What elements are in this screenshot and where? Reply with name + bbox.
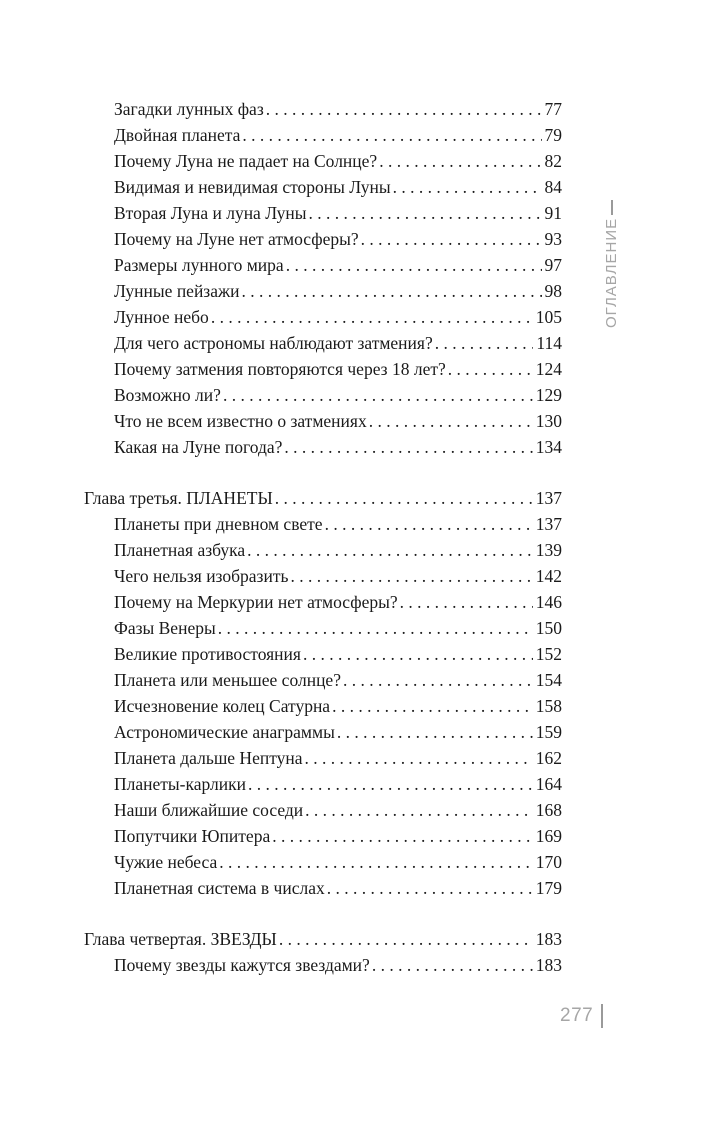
toc-entry-title: Возможно ли? (114, 385, 221, 405)
toc-entry-title: Вторая Луна и луна Луны (114, 203, 307, 223)
toc-entry-title: Что не всем известно о затмениях (114, 411, 367, 431)
toc-entry-page: 84 (544, 177, 562, 197)
toc-entry-page: 124 (535, 359, 562, 379)
toc-entry-page: 137 (535, 514, 562, 534)
toc-entry (114, 200, 562, 226)
toc-entry-title: Астрономические анаграммы (114, 722, 335, 742)
dot-leader (361, 226, 542, 252)
toc-entry (114, 719, 562, 745)
toc-entry (114, 174, 562, 200)
toc-entry (114, 745, 562, 771)
dot-leader (305, 797, 533, 823)
toc-entry (114, 797, 562, 823)
section-label: ОГЛАВЛЕНИЕ (603, 217, 620, 328)
toc-entry-title: Планета или меньшее солнце? (114, 670, 341, 690)
dot-leader (284, 434, 532, 460)
toc-entry (114, 304, 562, 330)
toc-entry-page: 150 (535, 618, 562, 638)
dot-leader (218, 615, 533, 641)
toc-entry (114, 849, 562, 875)
toc-entry (114, 252, 562, 278)
toc-entry-title: Исчезновение колец Сатурна (114, 696, 331, 716)
dot-leader (272, 823, 533, 849)
toc-entry-title: Великие противостояния (114, 644, 301, 664)
dot-leader (266, 96, 542, 122)
toc-entry-title: Планеты-карлики (114, 774, 246, 794)
toc-entry (114, 434, 562, 460)
dot-leader (369, 408, 533, 434)
dot-leader (241, 278, 541, 304)
toc-entry-title: Почему звезды кажутся звездами? (114, 955, 370, 975)
toc-entry-page: 183 (535, 929, 562, 949)
toc-entry-page: 159 (535, 722, 562, 742)
dot-leader (275, 485, 533, 511)
dot-leader (248, 771, 533, 797)
toc-chapter-entry (84, 926, 562, 952)
toc-entry (114, 641, 562, 667)
toc-entry-title: Чужие небеса (114, 852, 218, 872)
toc-entry-page: 97 (544, 255, 562, 275)
toc-entry (114, 382, 562, 408)
toc-entry-title: Почему затмения повторяются через 18 лет? (114, 359, 446, 379)
dot-leader (305, 745, 533, 771)
toc-entry-page: 164 (535, 774, 562, 794)
toc-entry (114, 226, 562, 252)
toc-entry-page: 168 (535, 800, 562, 820)
toc-entry-title: Почему на Меркурии нет атмосферы? (114, 592, 398, 612)
dot-leader (448, 356, 533, 382)
toc-entry-page: 105 (535, 307, 562, 327)
dot-leader (379, 148, 541, 174)
toc-entry-title: Планета дальше Нептуна (114, 748, 303, 768)
toc-entry (114, 615, 562, 641)
toc-entry (114, 356, 562, 382)
toc-entry-title: Почему на Луне нет атмосферы? (114, 229, 359, 249)
toc-entry-title: Почему Луна не падает на Солнце? (114, 151, 378, 171)
toc-entry-page: 130 (535, 411, 562, 431)
dot-leader (309, 200, 542, 226)
toc-entry-page: 79 (544, 125, 562, 145)
toc-entry-page: 134 (535, 437, 562, 457)
dot-leader (303, 641, 533, 667)
toc-entry-page: 162 (535, 748, 562, 768)
dot-leader (372, 952, 533, 978)
toc-entry-page: 146 (535, 592, 562, 612)
toc-entry-page: 154 (535, 670, 562, 690)
toc-entry (114, 823, 562, 849)
toc-entry-page: 170 (535, 852, 562, 872)
toc-entry-title: Двойная планета (114, 125, 241, 145)
folio-divider (601, 1004, 603, 1028)
toc-entry-page: 137 (535, 488, 562, 508)
toc-entry (114, 563, 562, 589)
toc-entry-page: 77 (544, 99, 562, 119)
dot-leader (242, 122, 541, 148)
toc-entry-title: Чего нельзя изобразить (114, 566, 289, 586)
dot-leader (393, 174, 542, 200)
toc-entry-title: Лунные пейзажи (114, 281, 240, 301)
toc-chapter-title: Глава третья. ПЛАНЕТЫ (84, 488, 273, 508)
toc-entry-title: Видимая и невидимая стороны Луны (114, 177, 391, 197)
toc-entry-title: Загадки лунных фаз (114, 99, 264, 119)
toc-entry-page: 114 (536, 333, 562, 353)
dot-leader (219, 849, 533, 875)
toc-entry-title: Планеты при дневном свете (114, 514, 323, 534)
toc-chapter-entry (84, 485, 562, 511)
toc-entry-page: 158 (535, 696, 562, 716)
toc-entry (114, 875, 562, 901)
toc-entry (114, 278, 562, 304)
dot-leader (279, 926, 533, 952)
toc-entry (114, 122, 562, 148)
side-tab-divider (611, 200, 613, 215)
toc-entry-page: 183 (535, 955, 562, 975)
dot-leader (325, 511, 533, 537)
toc-entry (114, 952, 562, 978)
dot-leader (247, 537, 533, 563)
toc-entry-title: Планетная система в числах (114, 878, 325, 898)
toc-entry (114, 771, 562, 797)
toc-entry-page: 129 (535, 385, 562, 405)
dot-leader (290, 563, 532, 589)
toc-entry-title: Фазы Венеры (114, 618, 216, 638)
toc-entry-title: Размеры лунного мира (114, 255, 284, 275)
toc-entry-title: Какая на Луне погода? (114, 437, 283, 457)
dot-leader (435, 330, 534, 356)
toc-entry-title: Лунное небо (114, 307, 209, 327)
toc-entry-page: 98 (544, 281, 562, 301)
toc-entry-title: Планетная азбука (114, 540, 246, 560)
toc-entry-page: 169 (535, 826, 562, 846)
toc-entry (114, 667, 562, 693)
toc-entry (114, 589, 562, 615)
page-folio (560, 1003, 603, 1029)
toc-entry-page: 91 (544, 203, 562, 223)
toc-entry (114, 511, 562, 537)
dot-leader (327, 875, 533, 901)
dot-leader (211, 304, 533, 330)
dot-leader (223, 382, 533, 408)
toc-entry (114, 693, 562, 719)
toc-entry (114, 330, 562, 356)
toc-entry-page: 93 (544, 229, 562, 249)
toc-entry-page: 142 (535, 566, 562, 586)
toc-chapter-title: Глава четвертая. ЗВЕЗДЫ (84, 929, 277, 949)
toc-entry-page: 152 (535, 644, 562, 664)
toc-entry-page: 179 (535, 878, 562, 898)
toc-entry (114, 148, 562, 174)
toc-entry-title: Наши ближайшие соседи (114, 800, 304, 820)
dot-leader (332, 693, 533, 719)
dot-leader (286, 252, 542, 278)
dot-leader (400, 589, 533, 615)
toc-entry-title: Для чего астрономы наблюдают затмения? (114, 333, 433, 353)
toc-entry-page: 82 (544, 151, 562, 171)
page-number: 277 (560, 1005, 594, 1026)
dot-leader (337, 719, 533, 745)
toc-entry (114, 537, 562, 563)
toc-entry (114, 408, 562, 434)
section-side-tab (601, 200, 623, 330)
toc-entry-page: 139 (535, 540, 562, 560)
toc-entry (114, 96, 562, 122)
toc-entry-title: Попутчики Юпитера (114, 826, 271, 846)
dot-leader (343, 667, 533, 693)
